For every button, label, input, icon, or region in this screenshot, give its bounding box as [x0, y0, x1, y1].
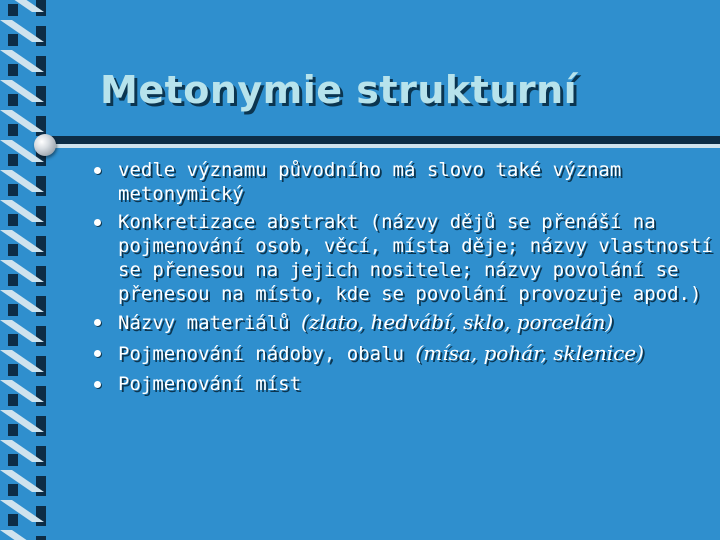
border-rail-block	[36, 296, 46, 316]
border-accent-block	[8, 184, 18, 196]
border-rail-block	[36, 446, 46, 466]
bullet-dot-icon	[94, 219, 101, 226]
bullet-dot-icon	[94, 167, 101, 174]
underline-knob	[34, 134, 56, 156]
border-rail-block	[36, 326, 46, 346]
bullet-dot-icon	[94, 350, 101, 357]
bullet-example: (mísa, pohár, sklenice)	[415, 341, 644, 365]
bullet-text: Pojmenování nádoby, obalu	[118, 343, 416, 365]
bullet-list	[88, 158, 716, 400]
bullet-example: (zlato, hedvábí, sklo, porcelán)	[301, 310, 614, 334]
border-rail-block	[36, 506, 46, 526]
slide-title: Metonymie strukturní	[100, 68, 578, 112]
border-rail-block	[36, 236, 46, 256]
decorative-left-border	[0, 0, 90, 540]
border-accent-block	[8, 334, 18, 346]
bullet-dot-icon	[94, 319, 101, 326]
border-rail-block	[36, 176, 46, 196]
border-rail-block	[36, 116, 46, 136]
border-accent-block	[8, 4, 18, 16]
border-rail-block	[36, 26, 46, 46]
bullet-dot-icon	[94, 381, 101, 388]
border-rail-block	[36, 86, 46, 106]
border-accent-block	[8, 454, 18, 466]
bullet-item	[88, 341, 716, 366]
bullet-text: Pojmenování míst	[118, 373, 302, 395]
border-accent-block	[8, 34, 18, 46]
border-rail-block	[36, 416, 46, 436]
bullet-item	[88, 372, 716, 396]
border-accent-block	[8, 154, 18, 166]
border-rail-block	[36, 266, 46, 286]
bullet-item	[88, 158, 716, 206]
border-accent-block	[8, 274, 18, 286]
bullet-text: vedle významu původního má slovo také význam metonymický	[118, 159, 622, 205]
border-accent-block	[8, 514, 18, 526]
border-accent-block	[8, 214, 18, 226]
border-accent-block	[8, 424, 18, 436]
border-accent-block	[8, 364, 18, 376]
bullet-item	[88, 210, 716, 306]
bullet-text: Konkretizace abstrakt (názvy dějů se přenáší na pojmenování osob, věcí, místa děje; názvy vlastností se přenesou na jejich nositele; názvy povolání se přenesou na místo, kde se povolání provozuje apod.)	[118, 211, 713, 305]
bullet-item	[88, 310, 716, 335]
border-accent-block	[8, 244, 18, 256]
border-rail-block	[36, 536, 46, 540]
border-rail-block	[36, 56, 46, 76]
border-accent-block	[8, 94, 18, 106]
border-rail-block	[36, 206, 46, 226]
border-accent-block	[8, 64, 18, 76]
border-rail-block	[36, 476, 46, 496]
border-accent-block	[8, 304, 18, 316]
border-accent-block	[8, 484, 18, 496]
bullet-text: Názvy materiálů	[118, 312, 302, 334]
border-rail-block	[36, 386, 46, 406]
border-accent-block	[8, 124, 18, 136]
border-accent-block	[8, 394, 18, 406]
title-underline-light	[46, 144, 720, 148]
border-rail-block	[36, 356, 46, 376]
